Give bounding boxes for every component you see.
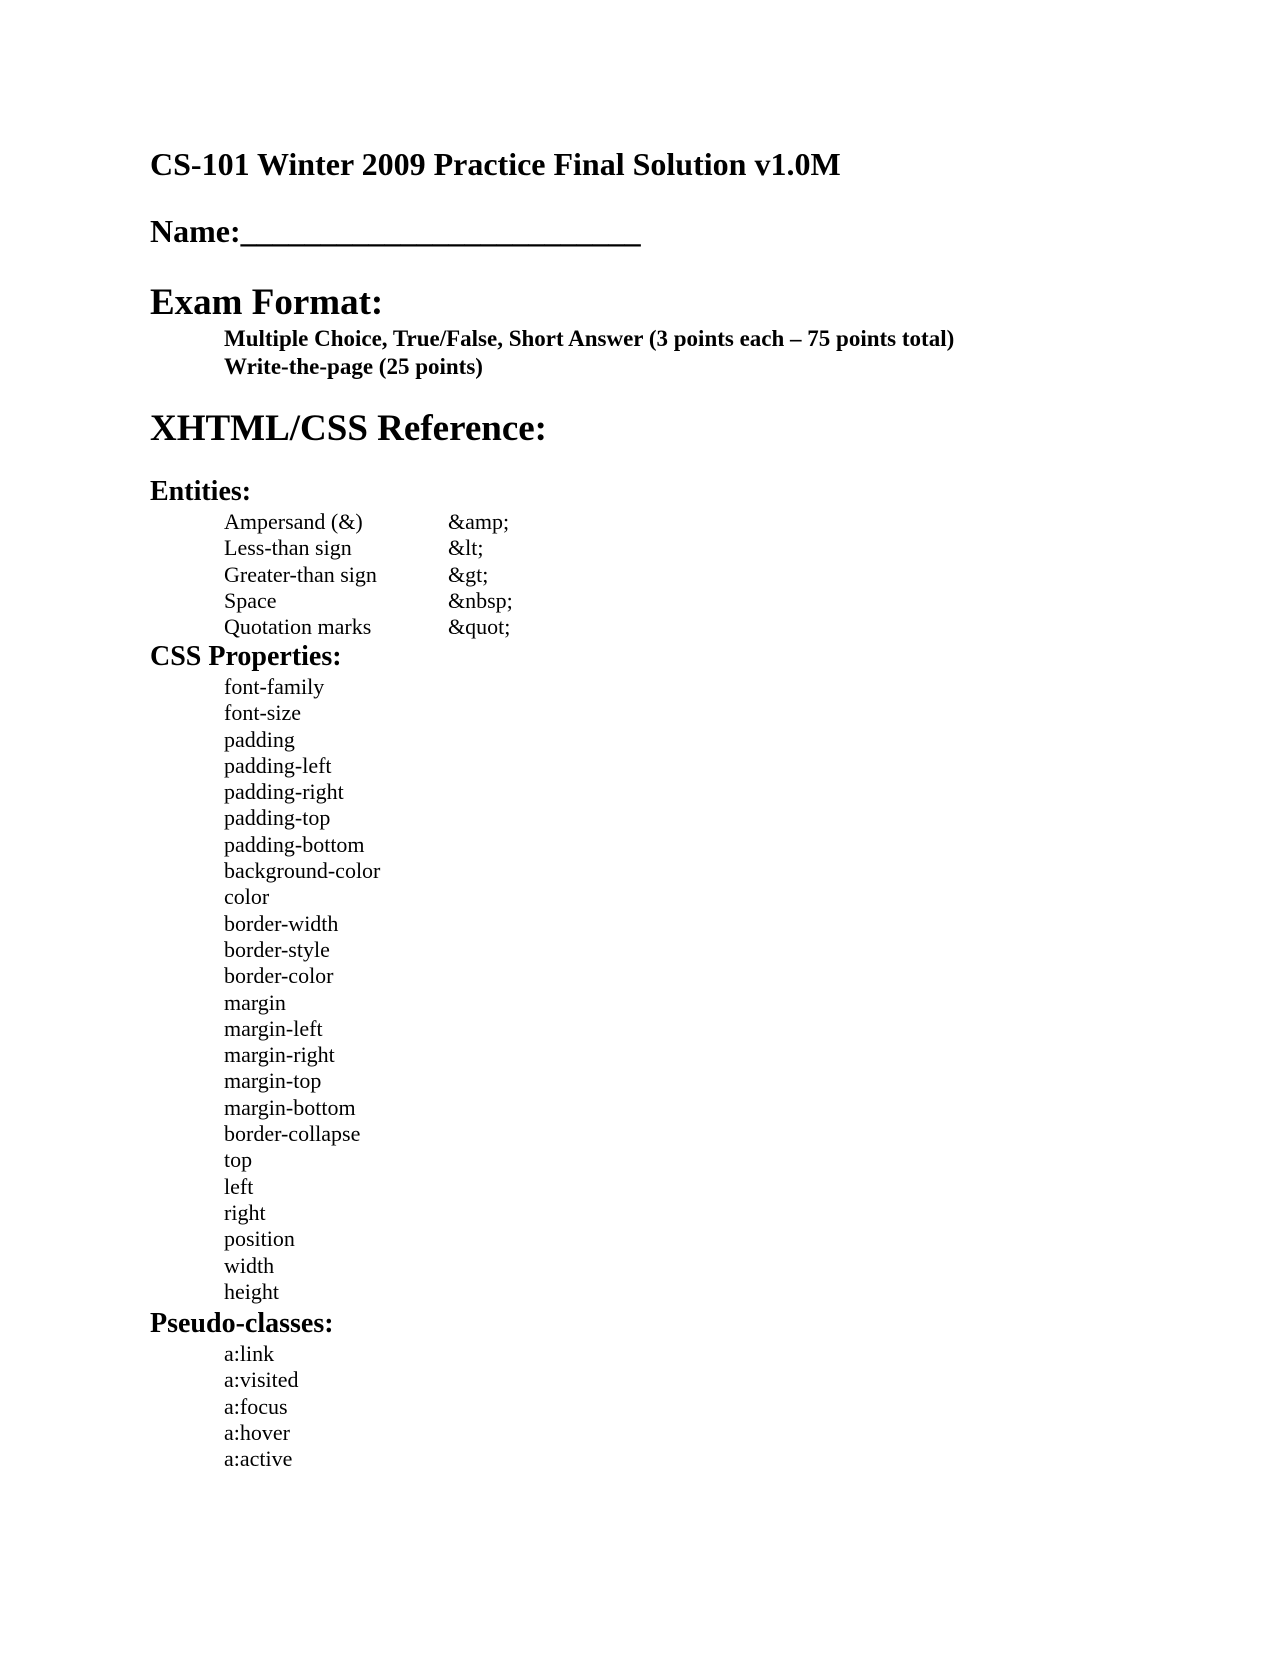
pseudo-classes-list <box>224 1341 299 1472</box>
exam-format-heading: Exam Format: <box>150 282 384 323</box>
css-property-item: margin-right <box>224 1042 335 1068</box>
css-property-item: font-family <box>224 674 325 699</box>
pseudo-class-item: a:active <box>224 1446 293 1472</box>
entity-name: Greater-than sign <box>224 561 377 587</box>
entity-code: &quot; <box>448 614 511 640</box>
pseudo-classes-heading: Pseudo-classes: <box>150 1308 334 1339</box>
css-property-item: padding-left <box>224 752 332 778</box>
entity-code: &lt; <box>448 535 484 561</box>
entity-name: Ampersand (&) <box>224 509 363 534</box>
css-property-item: top <box>224 1147 253 1173</box>
exam-format-line: Multiple Choice, True/False, Short Answer (3 points each – 75 points total) <box>224 326 955 351</box>
pseudo-class-item: a:focus <box>224 1393 288 1419</box>
pseudo-class-item: a:link <box>224 1341 275 1366</box>
css-property-item: padding-right <box>224 779 344 805</box>
css-property-item: border-style <box>224 936 330 962</box>
css-property-item: margin-top <box>224 1068 322 1094</box>
css-property-item: padding <box>224 726 295 752</box>
css-property-item: right <box>224 1199 266 1225</box>
css-property-item: left <box>224 1173 254 1199</box>
reference-heading: XHTML/CSS Reference: <box>150 408 547 449</box>
css-property-item: margin-left <box>224 1015 323 1041</box>
css-property-item: border-collapse <box>224 1121 361 1147</box>
exam-format-details <box>224 325 954 381</box>
css-property-item: position <box>224 1226 295 1252</box>
css-property-item: height <box>224 1278 279 1304</box>
entity-name: Less-than sign <box>224 535 352 561</box>
document-title: CS-101 Winter 2009 Practice Final Solution v1.0M <box>150 146 841 182</box>
entity-code: &gt; <box>448 561 489 587</box>
entity-code: &nbsp; <box>448 587 513 613</box>
css-property-item: border-color <box>224 963 334 989</box>
entity-name: Quotation marks <box>224 614 372 640</box>
entity-row <box>224 562 513 588</box>
css-property-item: padding-top <box>224 805 331 831</box>
css-property-item: background-color <box>224 858 381 884</box>
css-properties-heading: CSS Properties: <box>150 641 342 672</box>
entity-row <box>224 614 513 640</box>
entity-code: &amp; <box>448 509 510 534</box>
css-properties-list <box>224 674 380 1305</box>
pseudo-class-item: a:visited <box>224 1367 299 1393</box>
css-property-item: font-size <box>224 700 301 726</box>
entity-row <box>224 588 513 614</box>
entity-row <box>224 535 513 561</box>
css-property-item: color <box>224 884 270 910</box>
name-field-label: Name:_________________________ <box>150 213 641 249</box>
entities-table <box>224 509 513 640</box>
css-property-item: width <box>224 1252 275 1278</box>
pseudo-class-item: a:hover <box>224 1419 290 1445</box>
entities-heading: Entities: <box>150 476 252 507</box>
entity-name: Space <box>224 587 277 613</box>
entity-row <box>224 509 513 535</box>
css-property-item: padding-bottom <box>224 831 365 857</box>
css-property-item: border-width <box>224 910 339 936</box>
exam-format-line: Write-the-page (25 points) <box>224 354 483 379</box>
css-property-item: margin <box>224 989 286 1015</box>
css-property-item: margin-bottom <box>224 1094 356 1120</box>
